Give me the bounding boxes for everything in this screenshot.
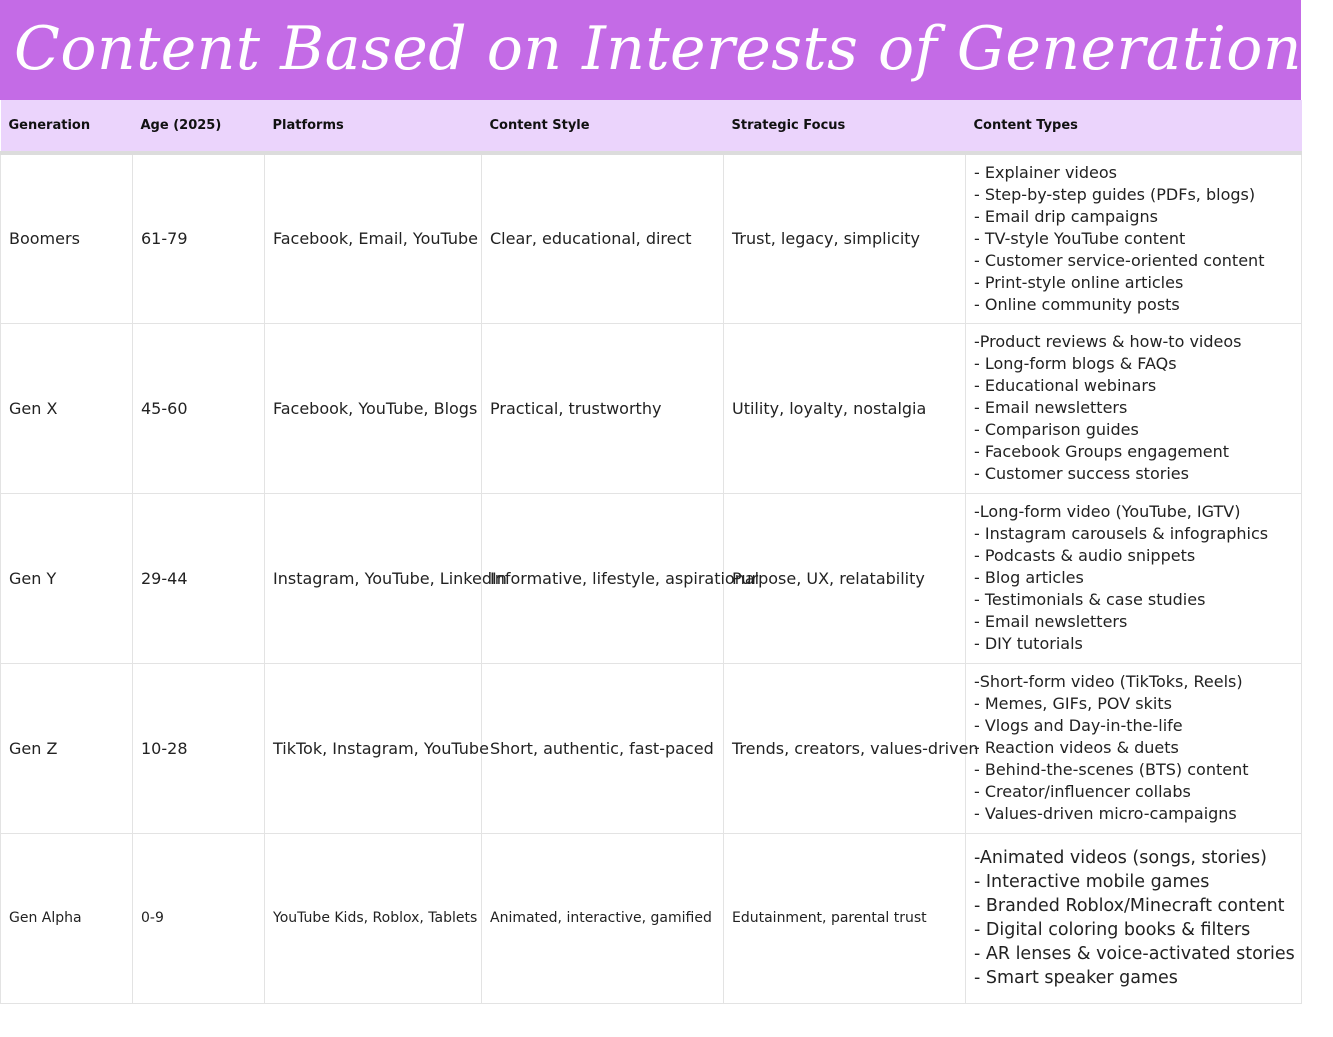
cell-generation: Gen X (1, 323, 133, 493)
cell-content-style: Informative, lifestyle, aspirational (482, 493, 724, 663)
content-types-list (974, 501, 1293, 655)
cell-platforms: YouTube Kids, Roblox, Tablets (265, 833, 482, 1003)
list-item: - Comparison guides (974, 420, 1139, 439)
list-item: - Blog articles (974, 568, 1084, 587)
list-item: - Online community posts (974, 294, 1180, 314)
cell-content-types (966, 663, 1302, 833)
table-header-row (1, 100, 1302, 153)
list-item: - Email newsletters (974, 612, 1128, 631)
list-item: - Testimonials & case studies (974, 590, 1206, 609)
cell-age: 10-28 (133, 663, 265, 833)
header-platforms: Platforms (265, 100, 482, 153)
table-row (1, 323, 1302, 493)
title-banner (0, 0, 1333, 100)
list-item: - Instagram carousels & infographics (974, 524, 1269, 543)
cell-content-style: Clear, educational, direct (482, 153, 724, 323)
list-item: - Print-style online articles (974, 272, 1184, 292)
table-row (1, 663, 1302, 833)
cell-strategic-focus: Edutainment, parental trust (724, 833, 966, 1003)
cell-strategic-focus: Utility, loyalty, nostalgia (724, 323, 966, 493)
cell-age: 0-9 (133, 833, 265, 1003)
list-item: - Digital coloring books & filters (974, 920, 1251, 940)
table-row (1, 153, 1302, 323)
list-item: - Podcasts & audio snippets (974, 546, 1196, 565)
header-strategic-focus: Strategic Focus (724, 100, 966, 153)
generations-table (0, 100, 1302, 1004)
cell-content-style: Practical, trustworthy (482, 323, 724, 493)
list-item: - Creator/influencer collabs (974, 782, 1191, 801)
cell-strategic-focus: Trust, legacy, simplicity (724, 153, 966, 323)
cell-content-types (966, 493, 1302, 663)
list-item: - Email drip campaigns (974, 206, 1158, 226)
list-item: - DIY tutorials (974, 634, 1083, 653)
list-item: - Step-by-step guides (PDFs, blogs) (974, 184, 1256, 204)
cell-age: 61-79 (133, 153, 265, 323)
list-item: - Customer success stories (974, 464, 1189, 483)
list-item: - Facebook Groups engagement (974, 442, 1230, 461)
list-item: - Explainer videos (974, 162, 1117, 182)
cell-content-types (966, 323, 1302, 493)
cell-content-style: Short, authentic, fast-paced (482, 663, 724, 833)
list-item: - Memes, GIFs, POV skits (974, 694, 1172, 713)
content-types-list (974, 331, 1293, 485)
list-item: - AR lenses & voice-activated stories (974, 944, 1295, 964)
cell-content-style: Animated, interactive, gamified (482, 833, 724, 1003)
content-types-list (974, 671, 1293, 825)
list-item: - Reaction videos & duets (974, 738, 1179, 757)
list-item: - Vlogs and Day-in-the-life (974, 716, 1183, 735)
cell-platforms: Facebook, Email, YouTube (265, 153, 482, 323)
list-item: - Customer service-oriented content (974, 250, 1265, 270)
table-row (1, 833, 1302, 1003)
content-types-list (974, 846, 1293, 990)
header-content-style: Content Style (482, 100, 724, 153)
header-content-types: Content Types (966, 100, 1302, 153)
content-types-list (974, 162, 1293, 316)
cell-platforms: Instagram, YouTube, LinkedIn (265, 493, 482, 663)
header-generation: Generation (1, 100, 133, 153)
cell-generation: Gen Z (1, 663, 133, 833)
cell-generation: Gen Alpha (1, 833, 133, 1003)
list-item: - Email newsletters (974, 398, 1128, 417)
cell-age: 45-60 (133, 323, 265, 493)
list-item: - Interactive mobile games (974, 872, 1210, 892)
cell-strategic-focus: Purpose, UX, relatability (724, 493, 966, 663)
list-item: - Smart speaker games (974, 968, 1178, 988)
cell-platforms: TikTok, Instagram, YouTube (265, 663, 482, 833)
cell-content-types (966, 833, 1302, 1003)
list-item: - Behind-the-scenes (BTS) content (974, 760, 1249, 779)
table-row (1, 493, 1302, 663)
cell-platforms: Facebook, YouTube, Blogs (265, 323, 482, 493)
list-item: -Product reviews & how-to videos (974, 332, 1242, 351)
list-item: - Branded Roblox/Minecraft content (974, 896, 1285, 916)
cell-generation: Gen Y (1, 493, 133, 663)
list-item: - Long-form blogs & FAQs (974, 354, 1177, 373)
page-title: Content Based on Interests of Generations (14, 14, 1333, 84)
list-item: -Animated videos (songs, stories) (974, 848, 1267, 868)
header-age: Age (2025) (133, 100, 265, 153)
cell-age: 29-44 (133, 493, 265, 663)
cell-generation: Boomers (1, 153, 133, 323)
cell-strategic-focus: Trends, creators, values-driven (724, 663, 966, 833)
list-item: - TV-style YouTube content (974, 228, 1186, 248)
cell-content-types (966, 153, 1302, 323)
list-item: -Long-form video (YouTube, IGTV) (974, 502, 1241, 521)
list-item: - Educational webinars (974, 376, 1157, 395)
list-item: -Short-form video (TikToks, Reels) (974, 672, 1243, 691)
list-item: - Values-driven micro-campaigns (974, 804, 1237, 823)
